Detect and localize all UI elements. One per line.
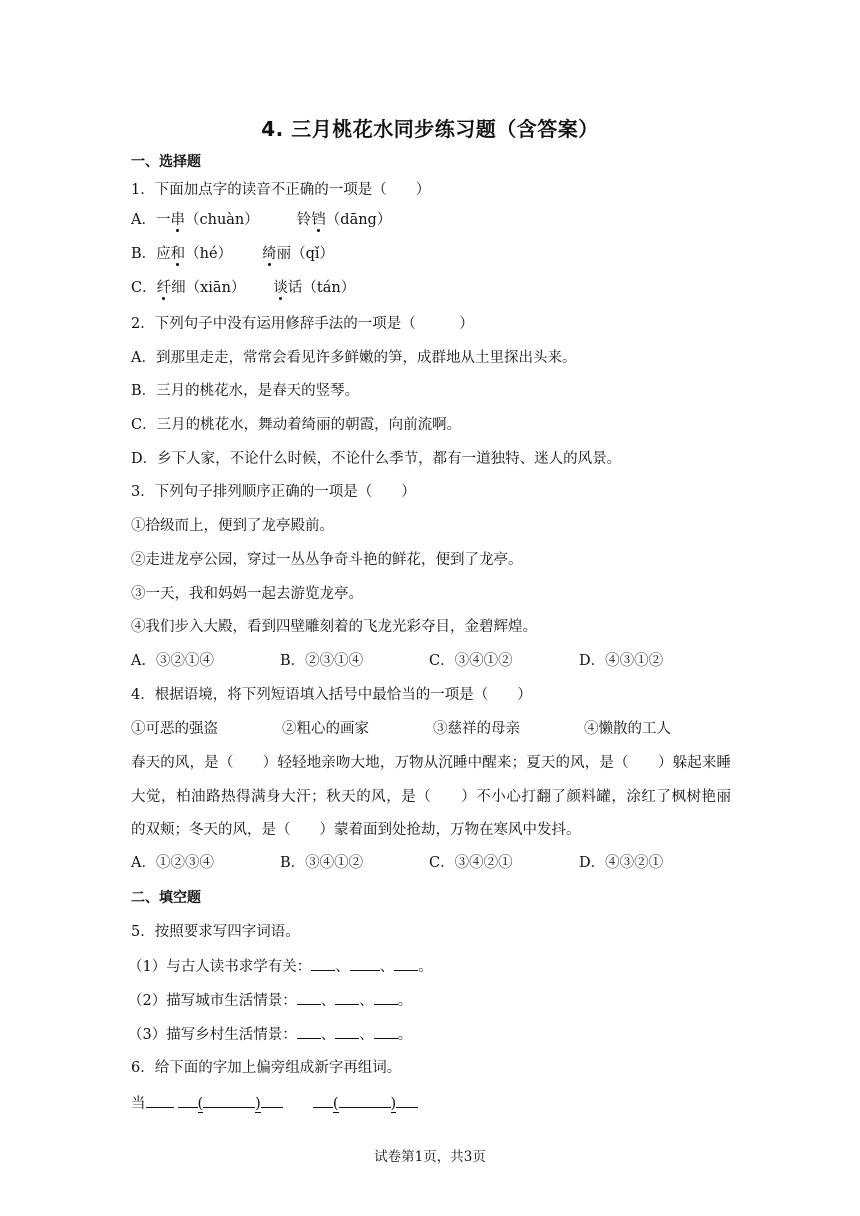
paren: ( — [332, 1096, 339, 1112]
question-1-option-c — [131, 278, 355, 298]
base-char: 当 — [131, 1096, 146, 1112]
question-3-sentence-2: ②走进龙亭公园，穿过一丛丛争奇斗艳的鲜花，便到了龙亭。 — [131, 552, 523, 568]
question-5-stem: 5．按照要求写四字词语。 — [131, 924, 300, 940]
question-3-sentence-1: ①拾级而上，便到了龙亭殿前。 — [131, 518, 334, 534]
pinyin: 细（xiān） — [171, 280, 246, 296]
question-3-option-c: C．③④①② — [429, 653, 513, 669]
phrase-3: ③慈祥的母亲 — [433, 721, 520, 737]
separator: 、 — [359, 1027, 374, 1043]
option-text: C． — [131, 280, 157, 296]
question-3-option-d: D．④③①② — [579, 653, 664, 669]
page-title: 4. 三月桃花水同步练习题（含答案） — [261, 117, 599, 141]
question-2-option-c: C．三月的桃花水，舞动着绮丽的朝霞，向前流啊。 — [131, 417, 462, 433]
dotted-char: 串 — [170, 212, 185, 228]
question-3-option-a: A．③②①④ — [131, 653, 214, 669]
period: 。 — [418, 959, 433, 975]
prompt-text: （1）与古人读书求学有关： — [128, 959, 312, 975]
answer-blank[interactable] — [313, 1093, 333, 1108]
period: 。 — [397, 1027, 413, 1043]
question-2-option-d: D．乡下人家，不论什么时候，不论什么季节，都有一道独特、迷人的风景。 — [131, 451, 622, 467]
phrase-2: ②粗心的画家 — [282, 721, 369, 737]
dotted-char: 谈 — [273, 280, 288, 296]
pinyin: （qǐ） — [291, 246, 334, 262]
option-text: 丽 — [276, 246, 292, 262]
answer-blank[interactable] — [374, 990, 398, 1005]
question-3-stem: 3．下列句子排列顺序正确的一项是（ ） — [131, 484, 416, 500]
question-5-line-3 — [128, 1024, 412, 1045]
answer-blank[interactable] — [335, 990, 359, 1005]
question-5-line-2 — [128, 990, 412, 1011]
dotted-char: 铛 — [311, 212, 326, 228]
section-heading-fill: 二、填空题 — [131, 890, 201, 906]
period: 。 — [397, 993, 413, 1009]
dotted-char: 纤 — [156, 280, 172, 296]
question-2-option-a: A．到那里走走，常常会看见许多鲜嫩的笋，成群地从土里探出头来。 — [131, 350, 577, 366]
question-4-option-b: B．③④①② — [280, 855, 364, 871]
separator: 、 — [320, 1027, 336, 1043]
paren: ) — [390, 1096, 397, 1112]
answer-blank[interactable] — [335, 1024, 359, 1039]
page-footer: 试卷第1页，共3页 — [374, 1149, 486, 1165]
separator: 、 — [335, 959, 350, 975]
phrase-4: ④懒散的工人 — [584, 721, 671, 737]
option-text: A．一 — [131, 212, 171, 228]
prompt-text: （2）描写城市生活情景： — [128, 993, 297, 1009]
answer-blank[interactable] — [261, 1093, 283, 1108]
question-4-passage-line-2: 大觉，柏油路热得满身大汗；秋天的风，是（ ）不小心打翻了颜料罐，涂红了枫树艳丽 — [131, 789, 731, 805]
option-text: B．应 — [131, 246, 171, 262]
pinyin: 话（tán） — [287, 280, 356, 296]
phrase-1: ①可恶的强盗 — [131, 721, 218, 737]
question-1-option-b — [131, 244, 334, 264]
question-4-stem: 4．根据语境，将下列短语填入括号中最恰当的一项是（ ） — [131, 687, 532, 703]
question-3-option-b: B．②③①④ — [280, 653, 364, 669]
answer-blank[interactable] — [339, 1093, 391, 1108]
answer-blank[interactable] — [146, 1093, 174, 1108]
answer-blank[interactable] — [396, 1093, 418, 1108]
question-4-passage-line-3: 的双颊；冬天的风，是（ ）蒙着面到处抢劫，万物在寒风中发抖。 — [131, 822, 581, 838]
question-2-option-b: B．三月的桃花水，是春天的竖琴。 — [131, 383, 360, 399]
question-1-stem: 1．下面加点字的读音不正确的一项是（ ） — [131, 182, 431, 198]
answer-blank[interactable] — [178, 1093, 198, 1108]
answer-blank[interactable] — [297, 1024, 321, 1039]
question-6-stem: 6．给下面的字加上偏旁组成新字再组词。 — [131, 1060, 402, 1076]
pinyin: （chuàn） — [184, 212, 259, 228]
answer-blank[interactable] — [394, 956, 418, 971]
question-5-line-1 — [128, 956, 433, 977]
answer-blank[interactable] — [311, 956, 335, 971]
paren: ) — [255, 1096, 261, 1112]
dotted-char: 绮 — [262, 246, 277, 262]
separator: 、 — [320, 993, 336, 1009]
question-3-sentence-3: ③一天，我和妈妈一起去游览龙亭。 — [131, 586, 363, 602]
pinyin: （hé） — [185, 246, 233, 262]
question-4-passage-line-1: 春天的风，是（ ）轻轻地亲吻大地，万物从沉睡中醒来；夏天的风，是（ ）躲起来睡 — [131, 755, 731, 771]
question-4-option-c: C．③④②① — [429, 855, 513, 871]
paren: ( — [197, 1096, 204, 1112]
answer-blank[interactable] — [203, 1093, 255, 1108]
question-3-sentence-4: ④我们步入大殿，看到四壁雕刻着的飞龙光彩夺目，金碧辉煌。 — [131, 619, 537, 635]
question-4-option-a: A．①②③④ — [131, 855, 214, 871]
prompt-text: （3）描写乡村生活情景： — [128, 1027, 297, 1043]
question-1-option-a — [131, 210, 391, 230]
dotted-char: 和 — [170, 246, 186, 262]
answer-blank[interactable] — [297, 990, 321, 1005]
question-6-line — [131, 1093, 418, 1114]
pinyin: （dāng） — [325, 212, 392, 228]
separator: 、 — [379, 959, 395, 975]
answer-blank[interactable] — [350, 956, 380, 971]
question-2-stem: 2．下列句子中没有运用修辞手法的一项是（ ） — [131, 316, 474, 332]
section-heading-choice: 一、选择题 — [131, 154, 201, 170]
answer-blank[interactable] — [374, 1024, 398, 1039]
option-text: 铃 — [296, 212, 312, 228]
separator: 、 — [359, 993, 374, 1009]
question-4-option-d: D．④③②① — [579, 855, 664, 871]
